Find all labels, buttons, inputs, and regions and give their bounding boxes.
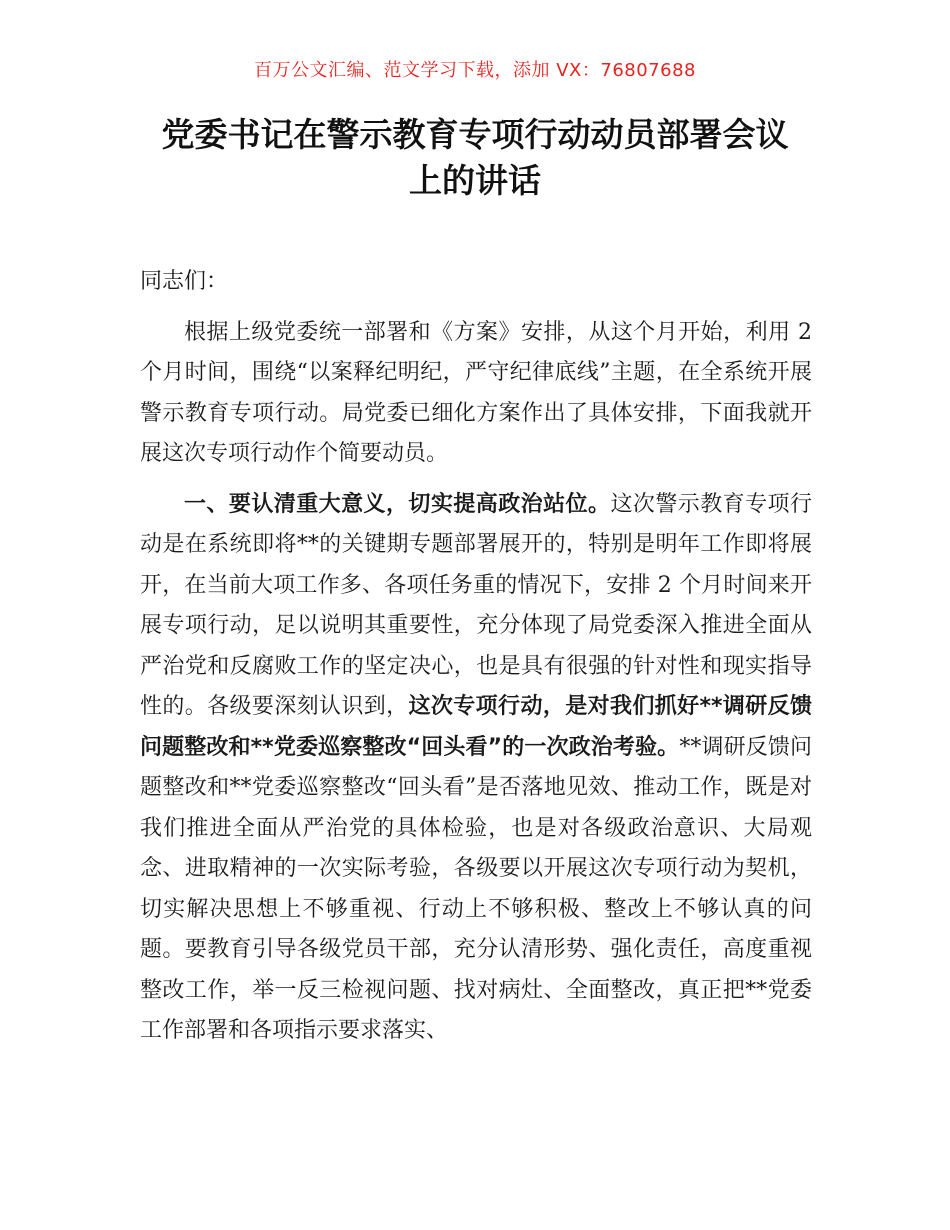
paragraph-intro: 根据上级党委统一部署和《方案》安排，从这个月开始，利用 2 个月时间，围绕“以案释纪明纪，严守纪律底线”主题，在全系统开展警示教育专项行动。局党委已细化方案作出了具体安排，下面我就开展这次专项行动作个简要动员。 (140, 319, 812, 466)
section-heading: 一、要认清重大意义，切实提高政治站位。 (184, 491, 611, 517)
title-line-2: 上的讲话 (409, 161, 541, 200)
section-text-2: **调研反馈问题整改和**党委巡察整改“回头看”是否落地见效、推动工作，既是对我们推进全面从严治党的具体检验，也是对各级政治意识、大局观念、进取精神的一次实际考验，各级要以开展这次专项行动为契机，切实解决思想上不够重视、行动上不够积极、整改上不够认真的问题。要教育引导各级党员干部，充分认清形势、强化责任，高度重视整改工作，举一反三检视问题、找对病灶、全面整改，真正把**党委工作部署和各项指示要求落实、 (140, 734, 812, 1043)
section-text-1: 这次警示教育专项行动是在系统即将**的关键期专题部署展开的，特别是明年工作即将展开，在当前大项工作多、各项任务重的情况下，安排 2 个月时间来开展专项行动，足以说明其重要性，充分体现了局党委深入推进全面从严治党和反腐败工作的坚定决心，也是具有很强的针对性和现实指导性的。各级要深刻认识到， (140, 491, 812, 719)
document-body (140, 262, 812, 1052)
document-title (110, 112, 840, 204)
salutation: 同志们： (140, 269, 229, 294)
title-line-1: 党委书记在警示教育专项行动动员部署会议 (161, 115, 789, 154)
watermark-banner: 百万公文汇编、范文学习下载，添加 VX：76807688 (254, 60, 696, 81)
paragraph-section-1 (140, 485, 812, 1052)
section-bold-sentence: 这次专项行动，是对我们抓好**调研反馈问题整改和**党委巡察整改“回头看”的一次政治考验。 (140, 694, 812, 760)
